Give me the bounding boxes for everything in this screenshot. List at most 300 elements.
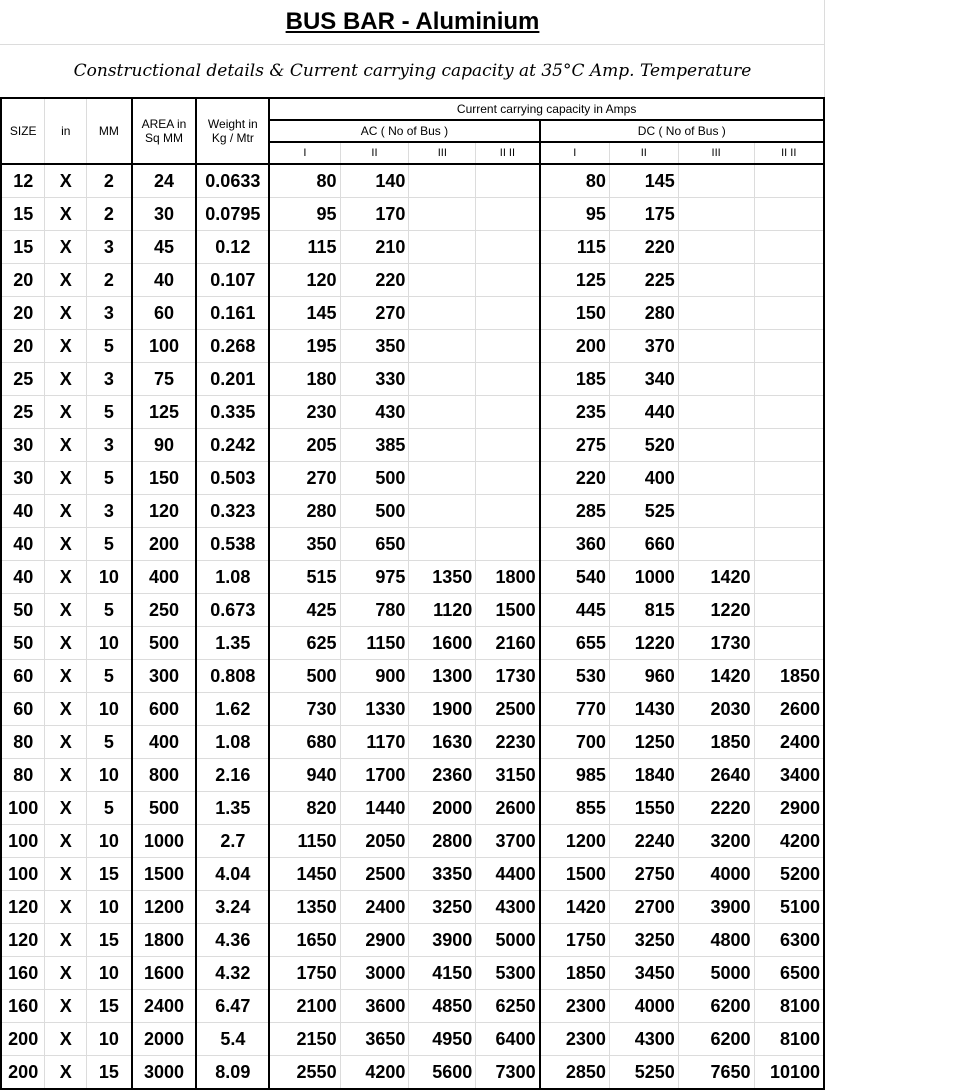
ac-bus-4-cell [476,264,540,297]
thickness-cell: 10 [87,957,132,990]
ac-bus-1-cell: 280 [269,495,340,528]
thickness-cell: 3 [87,495,132,528]
weight-cell: 0.201 [196,363,269,396]
dc-bus-3-cell: 4800 [678,924,754,957]
dc-bus-3-cell: 2030 [678,693,754,726]
title-row [0,0,825,45]
dc-bus-3-cell [678,462,754,495]
dc-bus-1-cell: 770 [540,693,610,726]
ac-bus-4-cell: 7300 [476,1056,540,1090]
ac-bus-4-cell: 3150 [476,759,540,792]
times-cell: X [45,198,87,231]
weight-cell: 0.673 [196,594,269,627]
ac-bus-1-cell: 230 [269,396,340,429]
width-cell: 15 [1,231,45,264]
table-row [1,198,824,231]
thickness-cell: 10 [87,561,132,594]
table-row [1,825,824,858]
width-cell: 50 [1,627,45,660]
ac-bus-4-cell: 5300 [476,957,540,990]
area-cell: 500 [132,627,197,660]
ac-bus-4-cell [476,495,540,528]
dc-bus-4-cell [754,330,824,363]
dc-bus-1-cell: 540 [540,561,610,594]
ac-bus-3-cell [409,429,476,462]
dc-bus-1-cell: 855 [540,792,610,825]
dc-bus-4-cell [754,396,824,429]
area-cell: 150 [132,462,197,495]
times-cell: X [45,264,87,297]
ac-bus-2-cell: 210 [340,231,409,264]
sheet-gridline [824,0,825,97]
ac-bus-2-cell: 3650 [340,1023,409,1056]
page-subtitle: Constructional details & Current carrying capacity at 35°C Amp. Temperature [73,61,752,81]
dc-bus-3-cell [678,396,754,429]
dc-bus-1-cell: 530 [540,660,610,693]
thickness-cell: 3 [87,429,132,462]
dc-bus-4-cell: 6500 [754,957,824,990]
thickness-cell: 3 [87,297,132,330]
table-row [1,759,824,792]
times-cell: X [45,924,87,957]
ac-bus-3-cell: 3350 [409,858,476,891]
ac-bus-3-cell [409,462,476,495]
busbar-table [0,97,825,1090]
ac-bus-1-cell: 2100 [269,990,340,1023]
ac-bus-2-cell: 780 [340,594,409,627]
weight-cell: 0.0633 [196,164,269,198]
dc-bus-1-cell: 125 [540,264,610,297]
ac-bus-1-cell: 180 [269,363,340,396]
dc-bus-1-cell: 235 [540,396,610,429]
dc-bus-4-cell [754,198,824,231]
dc-bus-2-cell: 2240 [609,825,678,858]
ac-bus-2-cell: 500 [340,495,409,528]
times-cell: X [45,957,87,990]
width-cell: 200 [1,1023,45,1056]
width-cell: 15 [1,198,45,231]
dc-bus-2-cell: 1430 [609,693,678,726]
dc-bus-3-cell: 2220 [678,792,754,825]
width-cell: 25 [1,363,45,396]
times-cell: X [45,693,87,726]
page-title: BUS BAR - Aluminium [285,8,540,35]
dc-bus-4-cell [754,561,824,594]
area-cell: 1200 [132,891,197,924]
thickness-cell: 15 [87,924,132,957]
table-row [1,891,824,924]
ac-bus-2-cell: 3000 [340,957,409,990]
thickness-cell: 15 [87,990,132,1023]
area-cell: 1500 [132,858,197,891]
ac-bus-3-cell [409,363,476,396]
dc-bus-1-cell: 445 [540,594,610,627]
dc-bus-2-cell: 225 [609,264,678,297]
width-cell: 30 [1,429,45,462]
table-row [1,1056,824,1090]
dc-bus-2-cell: 1250 [609,726,678,759]
ac-bus-3-cell: 1630 [409,726,476,759]
dc-bus-3-cell: 1420 [678,561,754,594]
area-cell: 1800 [132,924,197,957]
ac-bus-4-cell: 1800 [476,561,540,594]
weight-cell: 6.47 [196,990,269,1023]
dc-bus-3-cell [678,429,754,462]
dc-bus-4-cell: 2600 [754,693,824,726]
weight-cell: 4.32 [196,957,269,990]
table-row [1,561,824,594]
dc-bus-4-cell [754,594,824,627]
dc-bus-1-cell: 1850 [540,957,610,990]
capacity-header: Current carrying capacity in Amps [269,98,824,120]
ac-bus-3-cell: 1900 [409,693,476,726]
dc-bus-4-cell [754,231,824,264]
ac-bus-3-cell: 4150 [409,957,476,990]
dc-bus-3-cell: 1220 [678,594,754,627]
dc-bus-4-cell: 5200 [754,858,824,891]
dc-bus-2-cell: 1550 [609,792,678,825]
dc-bus-2-cell: 5250 [609,1056,678,1090]
times-cell: X [45,825,87,858]
dc-bus-1-cell: 285 [540,495,610,528]
ac-bus-3-cell [409,297,476,330]
ac-bus-3-cell: 4950 [409,1023,476,1056]
ac-bus-4-cell [476,198,540,231]
ac-bus-2-cell: 270 [340,297,409,330]
thickness-cell: 2 [87,164,132,198]
table-row [1,528,824,561]
times-cell: X [45,792,87,825]
times-cell: X [45,759,87,792]
dc-bus-3-cell [678,330,754,363]
area-cell: 200 [132,528,197,561]
ac-bus-4-cell: 2600 [476,792,540,825]
dc-bus-2-cell: 2750 [609,858,678,891]
area-cell: 125 [132,396,197,429]
table-body [1,164,824,1089]
width-cell: 80 [1,726,45,759]
ac-bus-3-cell [409,495,476,528]
ac-bus-1-cell: 80 [269,164,340,198]
width-cell: 25 [1,396,45,429]
dc-bus-3-cell [678,495,754,528]
dc-bus-2-cell: 3250 [609,924,678,957]
ac-bus-2-cell: 2500 [340,858,409,891]
times-cell: X [45,462,87,495]
width-cell: 120 [1,924,45,957]
mm-header: MM [87,98,132,164]
table-row [1,726,824,759]
ac-bus-3-cell [409,198,476,231]
dc-bus-1-cell: 700 [540,726,610,759]
ac-bus-4-cell: 4400 [476,858,540,891]
dc-bus-4-cell: 10100 [754,1056,824,1090]
dc-bus-2-cell: 960 [609,660,678,693]
ac-bus-1-cell: 2150 [269,1023,340,1056]
ac-bus-4-cell [476,297,540,330]
dc-bus-2-cell: 4000 [609,990,678,1023]
weight-cell: 2.16 [196,759,269,792]
dc-bus-3-cell: 1420 [678,660,754,693]
dc-bus-1-cell: 360 [540,528,610,561]
weight-cell: 0.0795 [196,198,269,231]
dc-bus-3-cell: 5000 [678,957,754,990]
ac-bus-1-header: I [269,142,340,164]
width-cell: 160 [1,990,45,1023]
dc-bus-2-cell: 525 [609,495,678,528]
width-cell: 80 [1,759,45,792]
area-cell: 800 [132,759,197,792]
dc-bus-4-cell: 6300 [754,924,824,957]
ac-bus-4-cell [476,231,540,264]
dc-bus-2-cell: 4300 [609,1023,678,1056]
dc-bus-3-cell: 1850 [678,726,754,759]
thickness-cell: 10 [87,693,132,726]
dc-bus-2-header: II [609,142,678,164]
dc-bus-3-cell: 7650 [678,1056,754,1090]
times-cell: X [45,429,87,462]
area-cell: 60 [132,297,197,330]
ac-bus-3-cell [409,164,476,198]
weight-cell: 4.04 [196,858,269,891]
dc-bus-4-cell: 8100 [754,990,824,1023]
ac-bus-3-cell: 3250 [409,891,476,924]
ac-bus-3-cell: 2360 [409,759,476,792]
area-cell: 100 [132,330,197,363]
ac-bus-1-cell: 940 [269,759,340,792]
table-row [1,792,824,825]
dc-bus-4-cell: 1850 [754,660,824,693]
ac-bus-2-cell: 1700 [340,759,409,792]
ac-bus-3-cell: 2000 [409,792,476,825]
dc-bus-4-cell [754,363,824,396]
ac-bus-3-cell [409,396,476,429]
times-cell: X [45,726,87,759]
ac-bus-2-cell: 1330 [340,693,409,726]
ac-bus-1-cell: 625 [269,627,340,660]
ac-bus-1-cell: 1750 [269,957,340,990]
ac-bus-1-cell: 515 [269,561,340,594]
dc-bus-2-cell: 175 [609,198,678,231]
ac-bus-4-cell [476,330,540,363]
dc-bus-1-cell: 275 [540,429,610,462]
table-row [1,297,824,330]
dc-bus-3-cell: 2640 [678,759,754,792]
ac-bus-1-cell: 115 [269,231,340,264]
ac-bus-4-cell [476,164,540,198]
weight-cell: 0.335 [196,396,269,429]
ac-bus-4-cell: 4300 [476,891,540,924]
thickness-cell: 5 [87,462,132,495]
width-cell: 60 [1,693,45,726]
dc-bus-4-cell [754,528,824,561]
ac-bus-4-cell [476,396,540,429]
table-row [1,429,824,462]
thickness-cell: 10 [87,627,132,660]
dc-bus-1-cell: 115 [540,231,610,264]
times-cell: X [45,858,87,891]
dc-bus-2-cell: 280 [609,297,678,330]
dc-bus-3-cell [678,231,754,264]
width-cell: 160 [1,957,45,990]
width-cell: 120 [1,891,45,924]
area-cell: 2000 [132,1023,197,1056]
ac-bus-1-cell: 425 [269,594,340,627]
times-cell: X [45,891,87,924]
ac-bus-3-cell: 1120 [409,594,476,627]
ac-bus-4-cell: 2160 [476,627,540,660]
weight-cell: 0.538 [196,528,269,561]
dc-bus-1-cell: 2300 [540,990,610,1023]
dc-bus-1-cell: 2300 [540,1023,610,1056]
dc-bus-4-cell: 2400 [754,726,824,759]
ac-bus-1-cell: 820 [269,792,340,825]
width-cell: 40 [1,495,45,528]
dc-bus-2-cell: 400 [609,462,678,495]
thickness-cell: 15 [87,1056,132,1090]
dc-bus-3-cell: 3200 [678,825,754,858]
thickness-cell: 5 [87,594,132,627]
weight-cell: 0.161 [196,297,269,330]
dc-bus-1-cell: 985 [540,759,610,792]
ac-bus-2-cell: 430 [340,396,409,429]
weight-cell: 0.323 [196,495,269,528]
dc-bus-4-cell [754,264,824,297]
table-row [1,594,824,627]
ac-bus-2-cell: 4200 [340,1056,409,1090]
table-row [1,957,824,990]
dc-bus-4-cell [754,495,824,528]
area-header-line2: Sq MM [144,131,183,145]
weight-cell: 1.08 [196,561,269,594]
ac-bus-1-cell: 1650 [269,924,340,957]
times-cell: X [45,495,87,528]
dc-bus-2-cell: 660 [609,528,678,561]
width-cell: 20 [1,297,45,330]
size-header: SIZE [1,98,45,164]
dc-bus-3-cell [678,264,754,297]
dc-bus-4-cell [754,297,824,330]
area-cell: 90 [132,429,197,462]
table-row [1,858,824,891]
dc-bus-4-cell: 3400 [754,759,824,792]
weight-cell: 0.242 [196,429,269,462]
width-cell: 40 [1,528,45,561]
table-header [1,98,824,164]
times-cell: X [45,561,87,594]
thickness-cell: 3 [87,231,132,264]
ac-bus-4-cell: 2230 [476,726,540,759]
dc-bus-2-cell: 220 [609,231,678,264]
ac-bus-4-cell: 3700 [476,825,540,858]
area-cell: 120 [132,495,197,528]
table-row [1,264,824,297]
dc-bus-4-cell [754,627,824,660]
thickness-cell: 5 [87,528,132,561]
weight-cell: 0.503 [196,462,269,495]
ac-bus-1-cell: 195 [269,330,340,363]
weight-header [196,98,269,164]
ac-bus-2-cell: 900 [340,660,409,693]
dc-bus-4-cell [754,164,824,198]
dc-bus-3-cell: 6200 [678,1023,754,1056]
weight-header-line2: Kg / Mtr [211,131,254,145]
dc-bus-1-cell: 80 [540,164,610,198]
ac-bus-3-cell: 3900 [409,924,476,957]
area-cell: 400 [132,726,197,759]
ac-bus-4-cell [476,528,540,561]
ac-bus-2-cell: 500 [340,462,409,495]
dc-bus-1-cell: 220 [540,462,610,495]
table-row [1,363,824,396]
weight-cell: 3.24 [196,891,269,924]
table-row [1,1023,824,1056]
thickness-cell: 10 [87,1023,132,1056]
width-cell: 50 [1,594,45,627]
dc-bus-1-cell: 185 [540,363,610,396]
dc-bus-1-cell: 1500 [540,858,610,891]
ac-header: AC ( No of Bus ) [269,120,539,142]
ac-bus-3-cell: 5600 [409,1056,476,1090]
dc-bus-4-cell: 8100 [754,1023,824,1056]
width-cell: 60 [1,660,45,693]
thickness-cell: 10 [87,759,132,792]
thickness-cell: 15 [87,858,132,891]
ac-bus-4-cell: 6400 [476,1023,540,1056]
times-cell: X [45,330,87,363]
ac-bus-1-cell: 145 [269,297,340,330]
area-cell: 3000 [132,1056,197,1090]
width-cell: 100 [1,858,45,891]
weight-cell: 1.08 [196,726,269,759]
width-cell: 12 [1,164,45,198]
ac-bus-4-cell: 1730 [476,660,540,693]
dc-bus-1-cell: 1200 [540,825,610,858]
thickness-cell: 5 [87,660,132,693]
dc-bus-4-cell [754,462,824,495]
dc-bus-4-cell [754,429,824,462]
ac-bus-4-cell [476,363,540,396]
weight-cell: 0.808 [196,660,269,693]
ac-bus-1-cell: 1350 [269,891,340,924]
width-cell: 20 [1,330,45,363]
ac-bus-2-cell: 2400 [340,891,409,924]
area-cell: 1600 [132,957,197,990]
table-row [1,627,824,660]
ac-bus-3-cell [409,231,476,264]
table-row [1,660,824,693]
ac-bus-2-cell: 1440 [340,792,409,825]
table-row [1,231,824,264]
dc-bus-2-cell: 1840 [609,759,678,792]
ac-bus-4-cell: 6250 [476,990,540,1023]
ac-bus-3-cell: 2800 [409,825,476,858]
ac-bus-3-cell: 1350 [409,561,476,594]
table-row [1,924,824,957]
area-header-line1: AREA in [141,117,187,131]
times-cell: X [45,528,87,561]
weight-cell: 0.268 [196,330,269,363]
dc-bus-1-cell: 2850 [540,1056,610,1090]
ac-bus-3-header: III [409,142,476,164]
weight-cell: 8.09 [196,1056,269,1090]
dc-bus-1-cell: 1420 [540,891,610,924]
ac-bus-2-cell: 975 [340,561,409,594]
dc-bus-2-cell: 370 [609,330,678,363]
ac-bus-3-cell: 4850 [409,990,476,1023]
ac-bus-2-cell: 350 [340,330,409,363]
ac-bus-2-cell: 140 [340,164,409,198]
